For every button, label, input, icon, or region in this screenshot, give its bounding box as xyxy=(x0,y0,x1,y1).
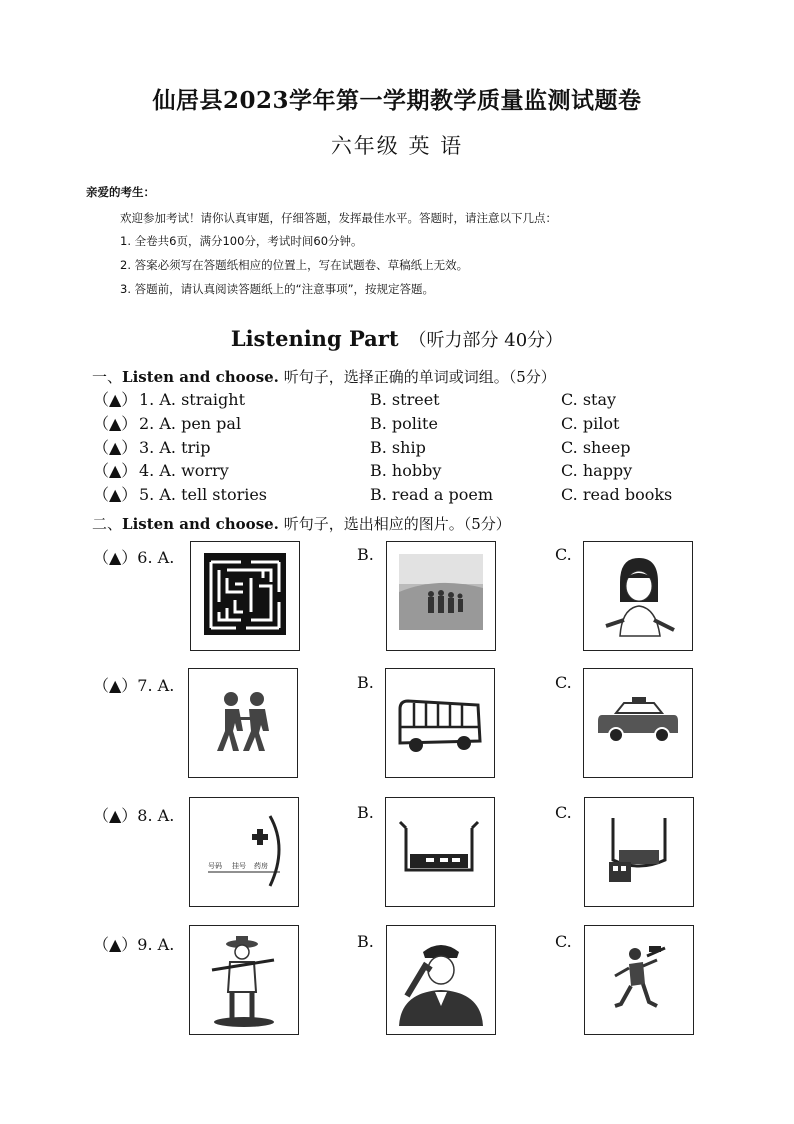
part-subtitle: （听力部分 40分） xyxy=(408,330,564,351)
option-c-label: C. xyxy=(555,545,572,564)
option-c: C. read books xyxy=(561,485,673,504)
option-c-label: C. xyxy=(555,803,572,822)
section-title: Listen and choose. xyxy=(122,368,279,386)
option-b: B. ship xyxy=(370,438,426,457)
answer-mark: （▲） xyxy=(93,438,138,457)
question-label: （▲）8. A. xyxy=(93,806,175,825)
hospital-label: 挂号 xyxy=(232,862,246,870)
section-instruction: 听句子，选出相应的图片。（5分） xyxy=(283,515,511,533)
question-row xyxy=(0,436,794,460)
section-instruction: 听句子，选择正确的单词或词组。（5分） xyxy=(283,368,556,386)
option-b: B. read a poem xyxy=(370,485,494,504)
option-c-label: C. xyxy=(555,932,572,951)
bus-icon xyxy=(386,669,494,777)
section-1-heading xyxy=(92,366,556,387)
option-b-label: B. xyxy=(357,545,374,564)
picture-option xyxy=(583,668,693,778)
option-b: B. hobby xyxy=(370,461,442,480)
exam-subtitle: 六年级 英 语 xyxy=(330,134,464,158)
option-c: C. stay xyxy=(561,390,617,409)
notice-line: 3. 答题前，请认真阅读答题纸上的“注意事项”，按规定答题。 xyxy=(120,282,435,296)
walking-children-icon xyxy=(189,669,297,777)
option-b-label: B. xyxy=(357,803,374,822)
cinema-icon xyxy=(386,798,494,906)
option-b: B. street xyxy=(370,390,440,409)
question-row xyxy=(0,388,794,412)
picture-option xyxy=(386,925,496,1035)
running-man-icon xyxy=(585,926,693,1034)
option-a: 1. A. straight xyxy=(139,390,245,409)
picture-option xyxy=(189,925,299,1035)
part-heading xyxy=(0,326,794,352)
notice-greeting: 亲爱的考生： xyxy=(86,185,155,199)
option-c: C. happy xyxy=(561,461,633,480)
option-c: C. pilot xyxy=(561,414,620,433)
option-c-label: C. xyxy=(555,673,572,692)
picture-option xyxy=(386,541,496,651)
option-a: 2. A. pen pal xyxy=(139,414,242,433)
section-2-heading xyxy=(92,513,511,534)
building-icon xyxy=(585,798,693,906)
section-number: 一、 xyxy=(92,368,123,386)
option-b: B. polite xyxy=(370,414,438,433)
exam-title: 仙居县2023学年第一学期教学质量监测试题卷 xyxy=(152,87,642,114)
answer-mark: （▲） xyxy=(93,390,138,409)
option-b-label: B. xyxy=(357,673,374,692)
option-a: 3. A. trip xyxy=(139,438,211,457)
farmer-icon xyxy=(190,926,298,1034)
answer-mark: （▲） xyxy=(93,485,138,504)
question-row xyxy=(0,459,794,483)
girl-pointing-icon xyxy=(584,542,692,650)
notice-line: 欢迎参加考试！请你认真审题，仔细答题，发挥最佳水平。答题时，请注意以下几点： xyxy=(120,211,557,225)
notice-line: 1. 全卷共6页，满分100分，考试时间60分钟。 xyxy=(120,234,363,248)
police-officer-icon xyxy=(387,926,495,1034)
hospital-label: 号码 xyxy=(208,862,222,870)
option-a: 4. A. worry xyxy=(139,461,229,480)
answer-mark: （▲） xyxy=(93,461,138,480)
part-title: Listening Part xyxy=(230,326,399,351)
group-photo-icon xyxy=(387,542,495,650)
question-label: （▲）7. A. xyxy=(93,676,175,695)
question-label: （▲）6. A. xyxy=(93,548,175,567)
picture-option xyxy=(584,797,694,907)
picture-option xyxy=(190,541,300,651)
picture-option xyxy=(385,668,495,778)
option-b-label: B. xyxy=(357,932,374,951)
picture-option xyxy=(584,925,694,1035)
question-row xyxy=(0,483,794,507)
taxi-icon xyxy=(584,669,692,777)
notice-line: 2. 答案必须写在答题纸相应的位置上，写在试题卷、草稿纸上无效。 xyxy=(120,258,469,272)
option-a: 5. A. tell stories xyxy=(139,485,268,504)
picture-option xyxy=(188,668,298,778)
option-c: C. sheep xyxy=(561,438,631,457)
maze-icon xyxy=(191,542,299,650)
hospital-label: 药房 xyxy=(254,862,268,870)
hospital-icon xyxy=(190,798,298,906)
section-title: Listen and choose. xyxy=(122,515,279,533)
picture-option xyxy=(189,797,299,907)
section-number: 二、 xyxy=(92,515,123,533)
picture-option xyxy=(385,797,495,907)
picture-option xyxy=(583,541,693,651)
question-label: （▲）9. A. xyxy=(93,935,175,954)
question-row xyxy=(0,412,794,436)
answer-mark: （▲） xyxy=(93,414,138,433)
